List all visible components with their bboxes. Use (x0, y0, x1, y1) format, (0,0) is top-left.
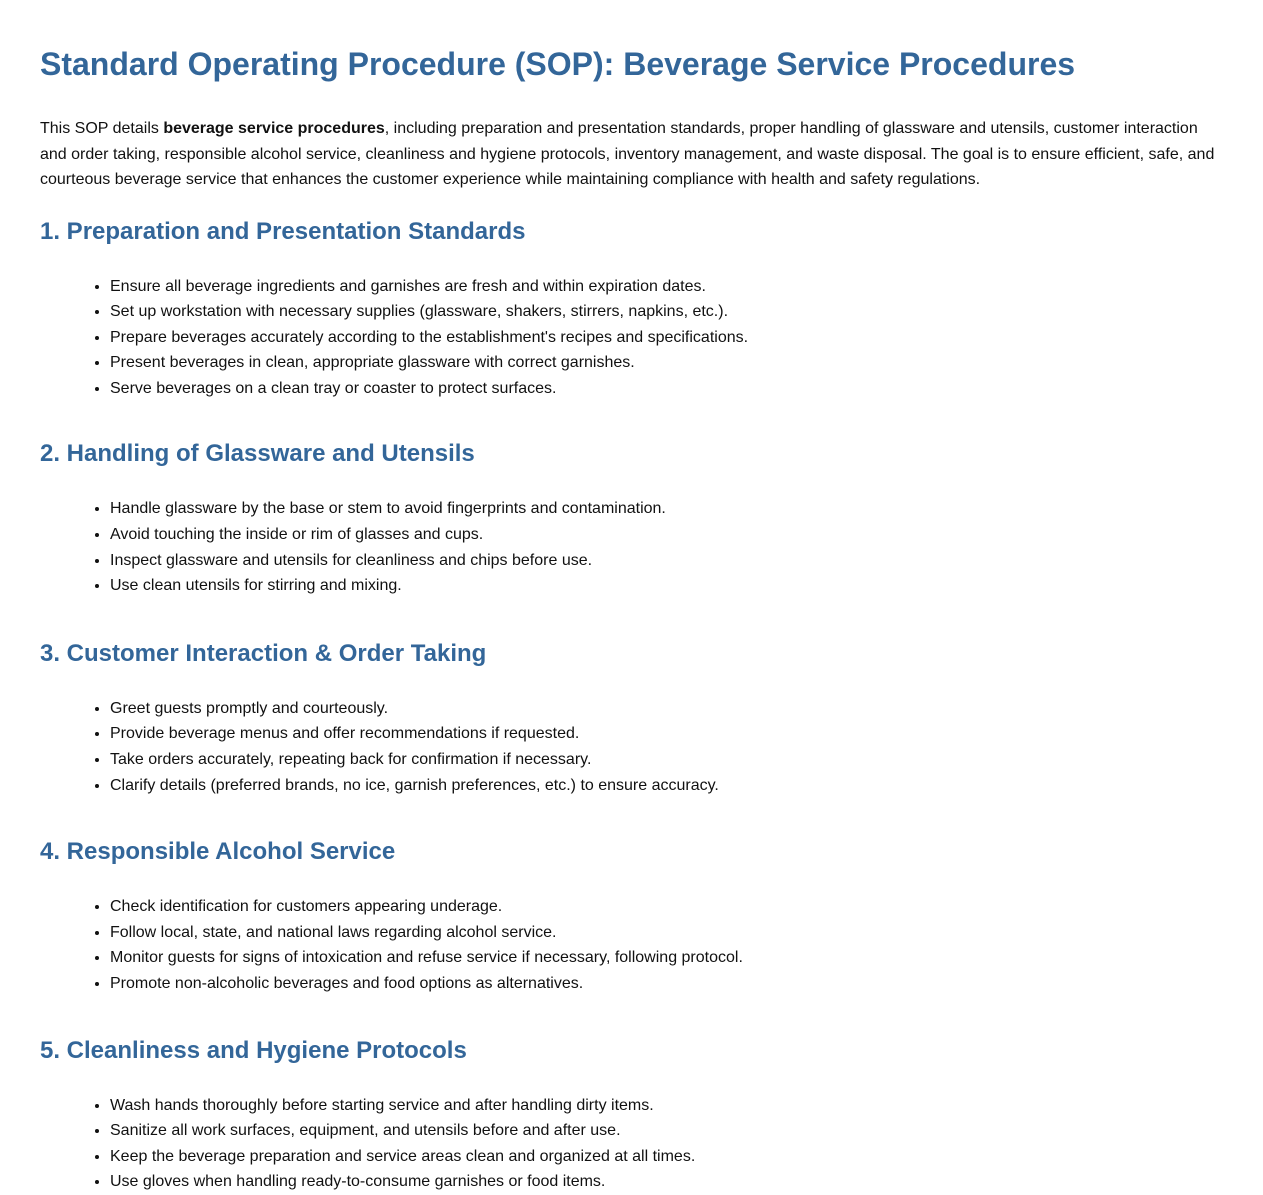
section-preparation-presentation (40, 217, 1223, 402)
section-heading: 3. Customer Interaction & Order Taking (40, 639, 487, 667)
list-item: • Follow local, state, and national laws regarding alcohol service. (110, 920, 1223, 946)
intro-paragraph (40, 116, 1223, 193)
section-list (40, 894, 1223, 996)
section-heading: 1. Preparation and Presentation Standards (40, 217, 526, 245)
list-item: • Wash hands thoroughly before starting service and after handling dirty items. (110, 1093, 1223, 1119)
list-item: • Monitor guests for signs of intoxication and refuse service if necessary, following protocol. (110, 945, 1223, 971)
list-item: • Provide beverage menus and offer recommendations if requested. (110, 721, 1223, 747)
section-list (40, 1093, 1223, 1195)
list-item: • Keep the beverage preparation and service areas clean and organized at all times. (110, 1144, 1223, 1170)
page-title: Standard Operating Procedure (SOP): Beverage Service Procedures (40, 46, 1076, 82)
list-item: • Present beverages in clean, appropriate glassware with correct garnishes. (110, 350, 1223, 376)
list-item: • Handle glassware by the base or stem to avoid fingerprints and contamination. (110, 496, 1223, 522)
section-heading: 4. Responsible Alcohol Service (40, 838, 396, 866)
list-item: • Sanitize all work surfaces, equipment, and utensils before and after use. (110, 1118, 1223, 1144)
list-item: • Prepare beverages accurately according to the establishment's recipes and specifications. (110, 325, 1223, 351)
list-item: • Greet guests promptly and courteously. (110, 696, 1223, 722)
section-list (40, 696, 1223, 798)
section-responsible-alcohol (40, 837, 1223, 996)
list-item: • Set up workstation with necessary supplies (glassware, shakers, stirrers, napkins, etc.). (110, 299, 1223, 325)
list-item: • Promote non-alcoholic beverages and food options as alternatives. (110, 971, 1223, 997)
intro-suffix: , including preparation and presentation standards, proper handling of glassware and utensils, customer interaction and order taking, responsible alcohol service, cleanliness and hygiene protocols, inventory management, and waste disposal. The goal is to ensure efficient, safe, and courteous beverage service that enhances the customer experience while maintaining compliance with health and safety regulations. (40, 120, 1215, 188)
section-list (40, 496, 1223, 598)
section-cleanliness-hygiene (40, 1036, 1223, 1195)
list-item: • Serve beverages on a clean tray or coaster to protect surfaces. (110, 376, 1223, 402)
list-item: • Ensure all beverage ingredients and garnishes are fresh and within expiration dates. (110, 274, 1223, 300)
section-heading: 2. Handling of Glassware and Utensils (40, 440, 475, 468)
list-item: • Use clean utensils for stirring and mixing. (110, 573, 1223, 599)
list-item: • Take orders accurately, repeating back for confirmation if necessary. (110, 747, 1223, 773)
list-item: • Clarify details (preferred brands, no ice, garnish preferences, etc.) to ensure accuracy. (110, 773, 1223, 799)
section-list (40, 274, 1223, 402)
intro-bold-term: beverage service procedures (163, 120, 385, 137)
intro-prefix: This SOP details (40, 120, 164, 137)
list-item: • Check identification for customers appearing underage. (110, 894, 1223, 920)
section-customer-interaction (40, 639, 1223, 798)
list-item: • Inspect glassware and utensils for cleanliness and chips before use. (110, 548, 1223, 574)
section-heading: 5. Cleanliness and Hygiene Protocols (40, 1036, 467, 1064)
list-item: • Avoid touching the inside or rim of glasses and cups. (110, 522, 1223, 548)
list-item: • Use gloves when handling ready-to-consume garnishes or food items. (110, 1169, 1223, 1195)
section-glassware-utensils (40, 439, 1223, 598)
